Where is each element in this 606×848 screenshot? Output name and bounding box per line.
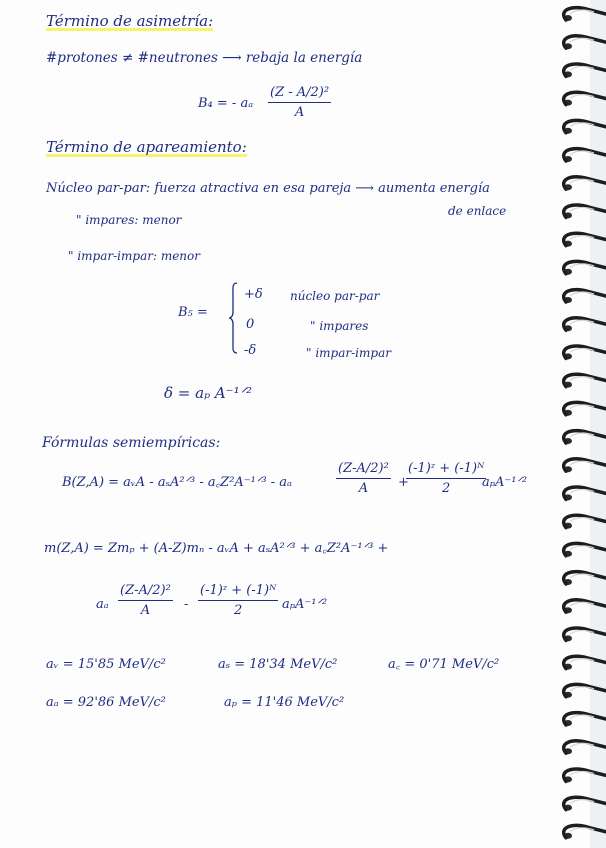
- b5-lhs: B₅ =: [178, 305, 208, 320]
- binding-fraction-2: [406, 462, 486, 495]
- b4-lhs: B₄ = - aₐ: [198, 96, 254, 111]
- binding-fraction-2-den: 2: [441, 481, 451, 496]
- pairing-line-2: " impares: menor: [76, 213, 182, 227]
- b5-case2-label: " impares: [310, 319, 369, 333]
- asymmetry-heading: Término de asimetría:: [46, 12, 214, 30]
- binding-plus: +: [398, 475, 409, 490]
- binding-fraction-1-den: A: [358, 481, 369, 496]
- constant-ac: a꜀ = 0'71 MeV/c²: [388, 657, 500, 672]
- mass-aa: aₐ: [96, 597, 109, 612]
- b5-case3-label: " impar-impar: [306, 346, 391, 360]
- b5-case3-value: -δ: [244, 343, 257, 358]
- constant-ap: aₚ = 11'46 MeV/c²: [224, 695, 345, 710]
- b5-case1-label: núcleo par-par: [290, 289, 380, 303]
- pairing-heading: Término de apareamiento:: [46, 138, 247, 156]
- spiral-binding-icon: [550, 0, 606, 848]
- fraction-bar: [406, 478, 486, 479]
- constant-as: aₛ = 18'34 MeV/c²: [218, 657, 338, 672]
- semiempirical-heading: Fórmulas semiempíricas:: [42, 435, 221, 451]
- pairing-line-1: Núcleo par-par: fuerza atractiva en esa pareja ⟶ aumenta energía: [46, 181, 490, 196]
- binding-fraction-2-num: (-1)ᶻ + (-1)ᴺ: [408, 461, 485, 476]
- mass-fraction-2-den: 2: [233, 603, 243, 618]
- curly-brace-icon: [228, 282, 238, 354]
- pairing-line-3: " impar-impar: menor: [68, 249, 200, 263]
- pairing-line-1b: de enlace: [448, 204, 507, 218]
- b4-numerator: (Z - A/2)²: [270, 85, 330, 100]
- mass-fraction-1-num: (Z-A/2)²: [120, 583, 171, 598]
- mass-tail: aₚA⁻¹ᐟ²: [282, 597, 328, 612]
- mass-fraction-1-den: A: [140, 603, 151, 618]
- mass-fraction-2: [198, 584, 278, 617]
- b5-case2-value: 0: [246, 317, 255, 332]
- mass-fraction-2-num: (-1)ᶻ + (-1)ᴺ: [200, 583, 277, 598]
- b4-denominator: A: [294, 105, 305, 120]
- constant-aa: aₐ = 92'86 MeV/c²: [46, 695, 166, 710]
- binding-fraction-1: [336, 462, 391, 495]
- binding-formula-lhs: B(Z,A) = aᵥA - aₛA²ᐟ³ - a꜀Z²A⁻¹ᐟ³ - aₐ: [62, 475, 292, 490]
- binding-tail: aₚA⁻¹ᐟ²: [482, 475, 528, 490]
- asymmetry-line: #protones ≠ #neutrones ⟶ rebaja la energía: [46, 50, 363, 66]
- fraction-bar: [268, 102, 331, 103]
- fraction-bar: [198, 600, 278, 601]
- mass-fraction-1: [118, 584, 173, 617]
- fraction-bar: [336, 478, 391, 479]
- delta-formula: δ = aₚ A⁻¹ᐟ²: [164, 384, 252, 402]
- constant-av: aᵥ = 15'85 MeV/c²: [46, 657, 166, 672]
- b5-case1-value: +δ: [244, 287, 263, 302]
- b4-fraction: [268, 86, 331, 119]
- fraction-bar: [118, 600, 173, 601]
- mass-formula-line-1: m(Z,A) = Zmₚ + (A-Z)mₙ - aᵥA + aₛA²ᐟ³ + a꜀Z²A⁻¹ᐟ³ +: [44, 541, 389, 556]
- binding-fraction-1-num: (Z-A/2)²: [338, 461, 389, 476]
- mass-minus: -: [184, 597, 189, 612]
